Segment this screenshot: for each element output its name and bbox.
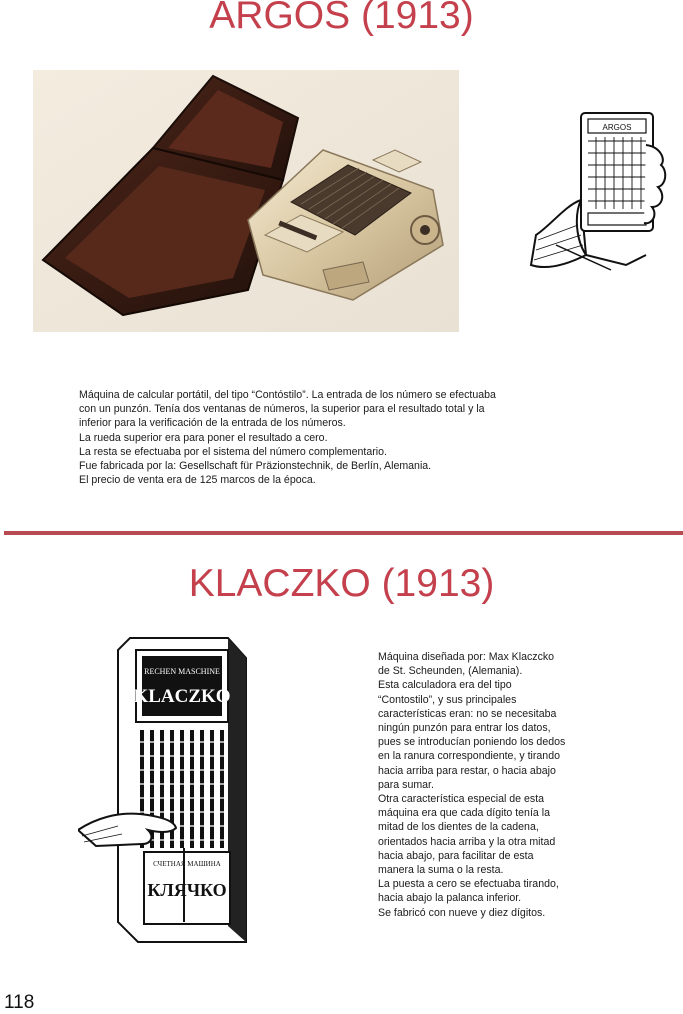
klaczko-description-line: orientados hacia arriba y la otra mitad <box>378 835 556 848</box>
section-divider <box>4 531 683 535</box>
klaczko-label-name: KLACZKO <box>133 686 231 707</box>
klaczko-label-top: RECHEN MASCHINE <box>144 667 220 676</box>
page-number: 118 <box>4 992 35 1013</box>
klaczko-description-line: en la ranura correspondiente, y tirando <box>378 750 560 763</box>
klaczko-label-bottom: КЛЯЧКО <box>147 880 227 900</box>
argos-description-line: El precio de venta era de 125 marcos de la época. <box>79 474 316 487</box>
klaczko-description-line: Otra característica especial de esta <box>378 793 545 806</box>
klaczko-description-line: “Contostilo”, y sus principales <box>378 693 517 706</box>
klaczko-description-line: Se fabricó con nueve y diez dígitos. <box>378 906 546 919</box>
argos-hand-sketch <box>526 105 676 275</box>
klaczko-description-line: hacia abajo, para facilitar de esta <box>378 849 534 862</box>
klaczko-label-bottom-top: СЧЕТНАЯ МАШИНА <box>153 860 221 868</box>
klaczko-description-line: La puesta a cero se efectuaba tirando, <box>378 878 559 891</box>
klaczko-description-line: pues se introducían poniendo los dedos <box>378 736 566 749</box>
klaczko-description <box>378 650 565 920</box>
klaczko-description-line: máquina era que cada dígito tenía la <box>378 807 550 820</box>
argos-description-line: La rueda superior era para poner el resultado a cero. <box>79 431 328 444</box>
klaczko-description-line: mitad de los dientes de la cadena, <box>378 821 539 834</box>
klaczko-description-line: para sumar. <box>378 778 434 791</box>
klaczko-description-line: hacia abajo la palanca inferior. <box>378 892 522 905</box>
klaczko-title: KLACZKO (1913) <box>188 562 495 605</box>
argos-description-line: Fue fabricada por la: Gesellschaft für Präzionstechnik, de Berlín, Alemania. <box>79 460 432 473</box>
argos-title: ARGOS (1913) <box>209 0 474 37</box>
argos-description-line: con un punzón. Tenía dos ventanas de números, la superior para el resultado total y la <box>79 403 485 416</box>
argos-description <box>79 388 496 487</box>
klaczko-description-line: características eran: no se necesitaba <box>378 707 557 720</box>
klaczko-machine-sketch <box>78 630 258 950</box>
argos-description-line: Máquina de calcular portátil, del tipo “Contóstilo”. La entrada de los número se efectuaba <box>79 389 496 401</box>
klaczko-description-line: hacia arriba para restar, o hacia abajo <box>378 764 556 777</box>
argos-description-line: La resta se efectuaba por el sistema del número complementario. <box>79 445 387 458</box>
klaczko-description-line: Esta calculadora era del tipo <box>378 679 512 692</box>
argos-photo <box>33 70 459 332</box>
argos-description-line: inferior para la verificación de la entrada de los números. <box>79 417 346 430</box>
klaczko-description-line: manera la suma o la resta. <box>378 864 504 877</box>
svg-text:ARGOS: ARGOS <box>602 123 632 132</box>
klaczko-description-line: ningún punzón para entrar los datos, <box>378 722 551 735</box>
klaczko-description-line: de St. Scheunden, (Alemania). <box>378 665 523 678</box>
klaczko-description-line: Máquina diseñada por: Max Klaczcko <box>378 651 555 663</box>
